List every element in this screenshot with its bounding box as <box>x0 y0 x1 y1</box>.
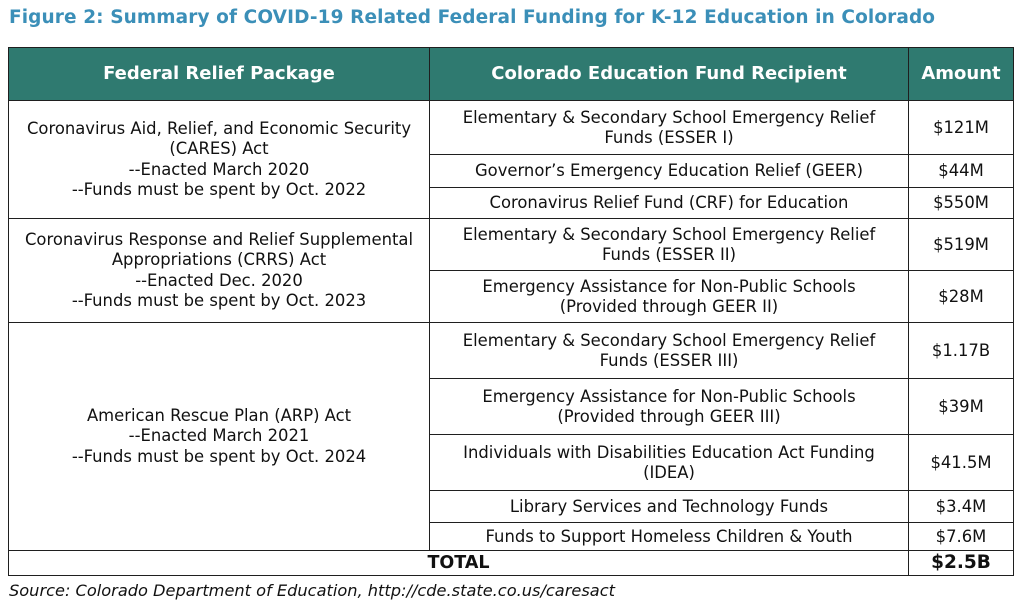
package-line: --Enacted March 2021 <box>128 426 310 446</box>
recipient-line: Coronavirus Relief Fund (CRF) for Education <box>489 193 849 212</box>
recipient-line: (IDEA) <box>643 462 695 482</box>
amount-cell: $550M <box>909 188 1014 219</box>
recipient-line: Individuals with Disabilities Education Act Funding <box>463 442 875 462</box>
package-line: --Funds must be spent by Oct. 2022 <box>71 180 367 199</box>
recipient-cell <box>430 523 909 551</box>
total-amount: $2.5B <box>909 551 1014 576</box>
package-line: Coronavirus Aid, Relief, and Economic Security <box>26 118 412 138</box>
recipient-cell <box>430 219 909 271</box>
recipient-line: Elementary & Secondary School Emergency Relief <box>462 107 876 127</box>
amount-cell: $44M <box>909 155 1014 188</box>
amount-cell: $28M <box>909 271 1014 323</box>
recipient-cell <box>430 188 909 219</box>
package-line: Appropriations (CRRS) Act <box>111 250 327 269</box>
package-line: American Rescue Plan (ARP) Act <box>86 405 352 425</box>
recipient-line: Elementary & Secondary School Emergency Relief <box>462 330 876 350</box>
package-line: --Enacted March 2020 <box>128 159 310 179</box>
recipient-line: (Provided through GEER II) <box>559 296 779 316</box>
package-arp-act <box>9 323 430 551</box>
amount-cell: $7.6M <box>909 523 1014 551</box>
header-amount: Amount <box>909 48 1014 101</box>
recipient-cell <box>430 155 909 188</box>
table-row <box>9 101 1014 155</box>
table-row <box>9 219 1014 271</box>
package-line: Coronavirus Response and Relief Supplemental <box>24 229 414 249</box>
recipient-line: Funds (ESSER I) <box>604 127 734 147</box>
header-fund-recipient: Colorado Education Fund Recipient <box>430 48 909 101</box>
package-line: --Enacted Dec. 2020 <box>135 270 303 290</box>
recipient-line: Library Services and Technology Funds <box>509 496 829 516</box>
recipient-line: Funds (ESSER II) <box>601 244 737 264</box>
table-header-row <box>9 48 1014 101</box>
recipient-cell <box>430 101 909 155</box>
recipient-line: Governor’s Emergency Education Relief (GEER) <box>474 161 864 180</box>
recipient-cell <box>430 491 909 523</box>
package-cares-act <box>9 101 430 219</box>
total-label: TOTAL <box>9 551 909 576</box>
amount-cell: $39M <box>909 379 1014 435</box>
package-line: --Funds must be spent by Oct. 2024 <box>71 446 367 466</box>
amount-cell: $3.4M <box>909 491 1014 523</box>
source-note: Source: Colorado Department of Education, http://cde.state.co.us/caresact <box>9 581 615 600</box>
amount-cell: $1.17B <box>909 323 1014 379</box>
recipient-line: Emergency Assistance for Non-Public Schools <box>482 386 856 406</box>
recipient-cell <box>430 323 909 379</box>
recipient-line: Funds to Support Homeless Children & Youth <box>485 526 853 546</box>
recipient-line: Emergency Assistance for Non-Public Schools <box>482 276 856 296</box>
recipient-cell <box>430 435 909 491</box>
recipient-line: Elementary & Secondary School Emergency Relief <box>462 224 876 244</box>
recipient-line: Funds (ESSER III) <box>599 350 739 370</box>
recipient-cell <box>430 379 909 435</box>
header-federal-relief-package: Federal Relief Package <box>9 48 430 101</box>
package-crrs-act <box>9 219 430 323</box>
figure-title: Figure 2: Summary of COVID-19 Related Federal Funding for K-12 Education in Colorado <box>9 7 936 28</box>
amount-cell: $519M <box>909 219 1014 271</box>
total-row <box>9 551 1014 576</box>
package-line: --Funds must be spent by Oct. 2023 <box>71 291 367 310</box>
package-line: (CARES) Act <box>169 139 269 158</box>
funding-table <box>8 47 1014 576</box>
amount-cell: $121M <box>909 101 1014 155</box>
recipient-line: (Provided through GEER III) <box>557 406 781 426</box>
recipient-cell <box>430 271 909 323</box>
table-row <box>9 323 1014 379</box>
amount-cell: $41.5M <box>909 435 1014 491</box>
